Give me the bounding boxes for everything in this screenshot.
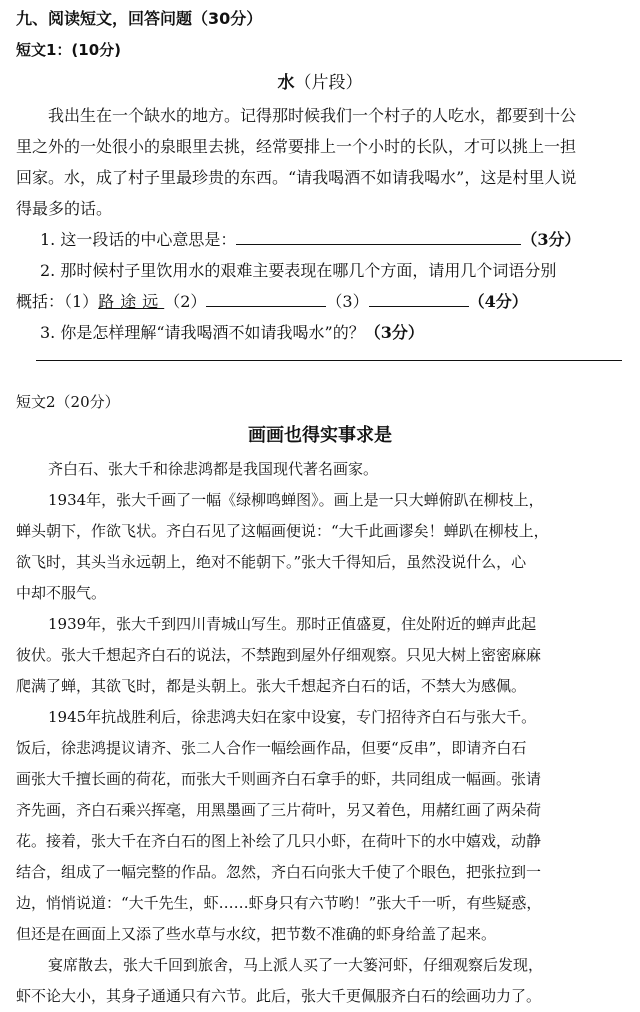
answer-blank-2[interactable] <box>206 290 326 307</box>
question-2-score: （4分） <box>468 292 528 311</box>
passage1-line: 回家。水，成了村子里最珍贵的东西。“请我喝酒不如请我喝水”，这是村里人说 <box>16 168 577 187</box>
passage2-label: 短文2（20分） <box>16 393 120 411</box>
section-heading: 九、阅读短文，回答问题（30分） <box>16 9 263 28</box>
passage1-line: 我出生在一个缺水的地方。记得那时候我们一个村子的人吃水，都要到十公 <box>48 106 577 125</box>
passage2-line: 但还是在画面上又添了些水草与水纹，把节数不准确的虾身给盖了起来。 <box>16 925 497 943</box>
passage1-line: 得最多的话。 <box>16 199 113 218</box>
spacer <box>16 361 624 387</box>
passage2-line: 欲飞时，其头当永远朝上，绝对不能朝下。”张大千得知后，虽然没说什么，心 <box>16 553 527 571</box>
answer-blank-1[interactable] <box>236 228 521 245</box>
passage2-line: 爬满了蝉，其欲飞时，都是头朝上。张大千想起齐白石的话，不禁大为感佩。 <box>16 677 527 695</box>
question-2-line2 <box>16 286 624 317</box>
question-3-text: 3. 你是怎样理解“请我喝酒不如请我喝水”的？ <box>40 323 365 342</box>
question-2-part3: （3） <box>326 292 369 311</box>
passage2-line: 中却不服气。 <box>16 584 107 602</box>
passage2-line: 齐白石、张大千和徐悲鸿都是我国现代著名画家。 <box>48 460 379 478</box>
answer-blank-3[interactable] <box>369 290 469 307</box>
answer-line-3[interactable] <box>36 348 622 361</box>
passage1-title-suffix: （片段） <box>294 73 363 93</box>
question-2-prefix: 概括：（1） <box>16 292 99 311</box>
passage2-line: 彼伏。张大千想起齐白石的说法，不禁跑到屋外仔细观察。只见大树上密密麻麻 <box>16 646 542 664</box>
question-3 <box>16 317 624 348</box>
passage2-line: 宴席散去，张大千回到旅舍，马上派人买了一大篓河虾，仔细观察后发现， <box>48 956 544 974</box>
passage2-line: 1934年，张大千画了一幅《绿柳鸣蝉图》。画上是一只大蝉俯趴在柳枝上， <box>48 491 544 509</box>
question-1-score: （3分） <box>521 230 581 249</box>
passage2-line: 1939年，张大千到四川青城山写生。那时正值盛夏，住处附近的蝉声此起 <box>48 615 537 633</box>
passage2-line: 画张大千擅长画的荷花，而张大千则画齐白石拿手的虾，共同组成一幅画。张请 <box>16 770 542 788</box>
passage2-line: 虾不论大小，其身子通通只有六节。此后，张大千更佩服齐白石的绘画功力了。 <box>16 987 542 1005</box>
question-1 <box>16 224 624 255</box>
question-2-line1: 2. 那时候村子里饮用水的艰难主要表现在哪几个方面，请用几个词语分别 <box>40 261 557 280</box>
passage2-line: 蝉头朝下，作欲飞状。齐白石见了这幅画便说：“大千此画谬矣！蝉趴在柳枝上， <box>16 522 549 540</box>
passage2-line: 饭后，徐悲鸿提议请齐、张二人合作一幅绘画作品，但要“反串”，即请齐白石 <box>16 739 527 757</box>
passage1-label: 短文1：(10分) <box>16 41 122 59</box>
passage2-line: 边，悄悄说道：“大千先生，虾……虾身只有六节哟！”张大千一听，有些疑惑， <box>16 894 542 912</box>
passage2-line: 齐先画，齐白石乘兴挥毫，用黑墨画了三片荷叶，另又着色，用赭红画了两朵荷 <box>16 801 542 819</box>
question-3-score: （3分） <box>364 323 424 342</box>
passage1-title: 水 <box>277 73 295 93</box>
passage2-line: 结合，组成了一幅完整的作品。忽然，齐白石向张大千使了个眼色，把张拉到一 <box>16 863 542 881</box>
passage2-line: 1945年抗战胜利后，徐悲鸿夫妇在家中设宴，专门招待齐白石与张大千。 <box>48 708 537 726</box>
passage2-title: 画画也得实事求是 <box>248 425 392 446</box>
passage2-line: 花。接着，张大千在齐白石的图上补绘了几只小虾，在荷叶下的水中嬉戏，动静 <box>16 832 542 850</box>
passage1-line: 里之外的一处很小的泉眼里去挑，经常要排上一个小时的长队，才可以挑上一担 <box>16 137 577 156</box>
question-2-part2: （2） <box>164 292 207 311</box>
question-1-text: 1. 这一段话的中心意思是： <box>40 230 237 249</box>
passage1-title-row <box>16 66 624 100</box>
question-2-answer-1: 路途远 <box>98 292 165 311</box>
